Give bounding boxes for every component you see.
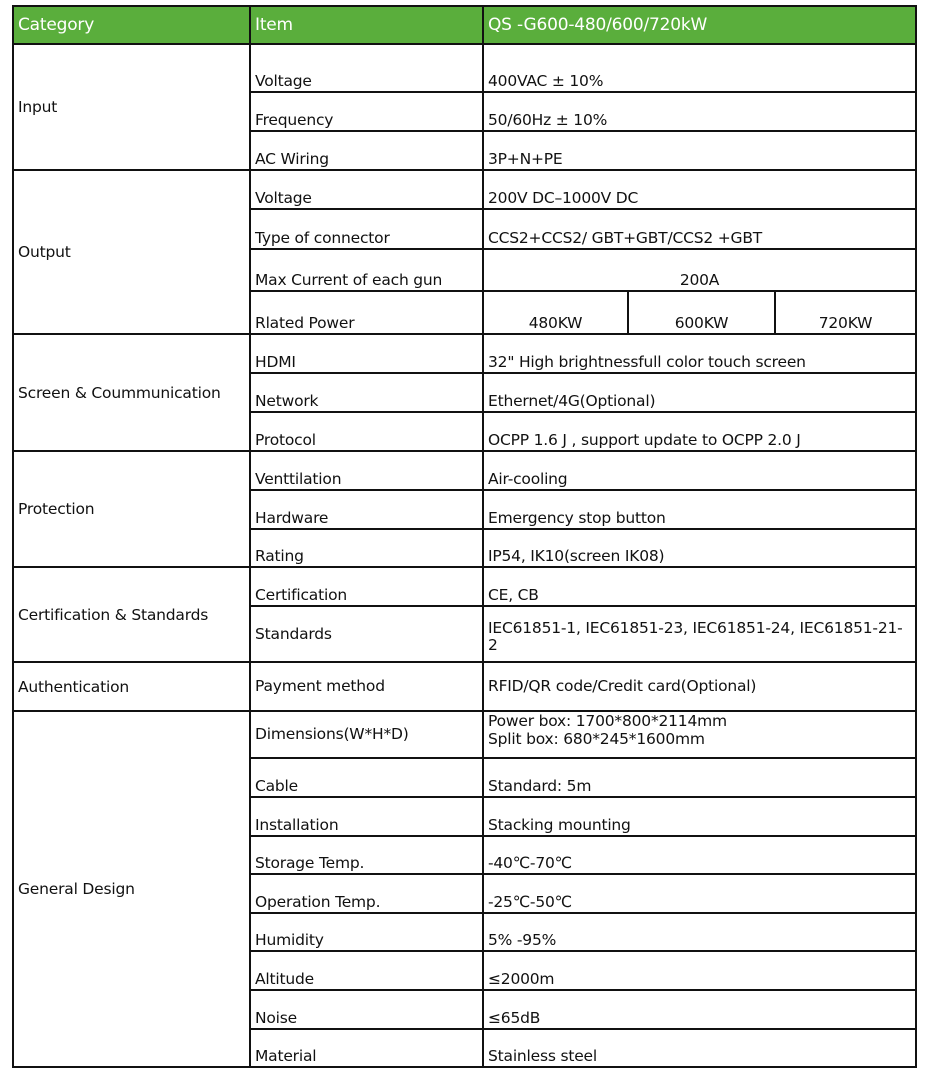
table-row bbox=[13, 334, 916, 373]
cell-text: CCS2+CCS2/ GBT+GBT/CCS2 +GBT bbox=[488, 229, 763, 247]
cell-text: Dimensions(W*H*D) bbox=[255, 725, 409, 743]
value-cell bbox=[483, 412, 916, 451]
value-cell bbox=[483, 131, 916, 170]
item-cell bbox=[250, 836, 483, 874]
cell-text: Emergency stop button bbox=[488, 509, 666, 527]
cell-text: Stacking mounting bbox=[488, 816, 631, 834]
cell-text: Type of connector bbox=[255, 229, 390, 247]
item-cell bbox=[250, 1029, 483, 1067]
rated-power-720 bbox=[775, 291, 916, 334]
item-cell bbox=[250, 606, 483, 662]
cell-text: Material bbox=[255, 1047, 317, 1065]
item-cell bbox=[250, 913, 483, 951]
cell-text: RFID/QR code/Credit card(Optional) bbox=[488, 677, 757, 695]
cell-text: Humidity bbox=[255, 931, 324, 949]
item-cell bbox=[250, 711, 483, 758]
cell-text: 600KW bbox=[674, 314, 729, 332]
value-cell bbox=[483, 44, 916, 92]
cell-text: Network bbox=[255, 392, 319, 410]
cell-text: ≤2000m bbox=[488, 970, 555, 988]
header-item: Item bbox=[250, 6, 483, 44]
value-cell bbox=[483, 92, 916, 131]
value-cell bbox=[483, 606, 916, 662]
value-cell bbox=[483, 334, 916, 373]
cell-text: Payment method bbox=[255, 677, 385, 695]
cell-text: Rating bbox=[255, 547, 304, 565]
dimensions-line-2: Split box: 680*245*1600mm bbox=[488, 730, 705, 748]
cell-text: 32" High brightnessfull color touch screen bbox=[488, 353, 806, 371]
cell-text: Installation bbox=[255, 816, 339, 834]
value-cell bbox=[483, 1029, 916, 1067]
category-authentication: Authentication bbox=[13, 662, 250, 711]
table-row bbox=[13, 662, 916, 711]
cell-text: Air-cooling bbox=[488, 470, 568, 488]
cell-text: Standards bbox=[255, 624, 332, 643]
item-cell bbox=[250, 44, 483, 92]
cell-text: Noise bbox=[255, 1009, 297, 1027]
item-cell bbox=[250, 529, 483, 567]
cell-text: Protocol bbox=[255, 431, 316, 449]
value-cell bbox=[483, 451, 916, 490]
value-cell bbox=[483, 797, 916, 836]
cell-text: AC Wiring bbox=[255, 150, 329, 168]
header-model: QS -G600-480/600/720kW bbox=[483, 6, 916, 44]
value-cell bbox=[483, 836, 916, 874]
item-cell bbox=[250, 451, 483, 490]
cell-text: HDMI bbox=[255, 353, 296, 371]
item-cell bbox=[250, 567, 483, 606]
item-cell bbox=[250, 92, 483, 131]
item-cell bbox=[250, 249, 483, 291]
cell-text: Altitude bbox=[255, 970, 314, 988]
rated-power-480 bbox=[483, 291, 628, 334]
category-certification: Certification & Standards bbox=[13, 567, 250, 662]
rated-power-600 bbox=[628, 291, 775, 334]
cell-text: 3P+N+PE bbox=[488, 150, 563, 168]
table-row bbox=[13, 170, 916, 209]
value-cell bbox=[483, 758, 916, 797]
item-cell bbox=[250, 373, 483, 412]
category-screen: Screen & Coummunication bbox=[13, 334, 250, 451]
header-category: Category bbox=[13, 6, 250, 44]
cell-text: 5% -95% bbox=[488, 931, 557, 949]
item-cell bbox=[250, 291, 483, 334]
table-row bbox=[13, 44, 916, 92]
item-cell bbox=[250, 412, 483, 451]
cell-text: Stainless steel bbox=[488, 1047, 597, 1065]
cell-text: -25℃-50℃ bbox=[488, 893, 572, 911]
item-cell bbox=[250, 758, 483, 797]
cell-text: Cable bbox=[255, 777, 299, 795]
item-cell bbox=[250, 209, 483, 249]
cell-text: IEC61851-1, IEC61851-23, IEC61851-24, IEC61851-21-2 bbox=[488, 618, 903, 654]
table-row bbox=[13, 567, 916, 606]
cell-text: Storage Temp. bbox=[255, 854, 365, 872]
value-cell bbox=[483, 209, 916, 249]
item-cell bbox=[250, 662, 483, 711]
dimensions-line-1: Power box: 1700*800*2114mm bbox=[488, 712, 727, 730]
spec-table bbox=[12, 5, 917, 1068]
cell-text: IP54, IK10(screen IK08) bbox=[488, 547, 665, 565]
header-row bbox=[13, 6, 916, 44]
cell-text: 480KW bbox=[528, 314, 583, 332]
cell-text: -40℃-70℃ bbox=[488, 854, 572, 872]
cell-text: Rlated Power bbox=[255, 314, 355, 332]
item-cell bbox=[250, 490, 483, 529]
cell-text: Frequency bbox=[255, 111, 334, 129]
item-cell bbox=[250, 170, 483, 209]
cell-text: Voltage bbox=[255, 72, 312, 90]
cell-text: CE, CB bbox=[488, 586, 539, 604]
item-cell bbox=[250, 990, 483, 1029]
value-cell bbox=[483, 249, 916, 291]
value-cell bbox=[483, 373, 916, 412]
value-cell bbox=[483, 913, 916, 951]
value-cell bbox=[483, 990, 916, 1029]
cell-text: Hardware bbox=[255, 509, 329, 527]
cell-text: 200A bbox=[679, 271, 720, 289]
value-cell bbox=[483, 529, 916, 567]
value-cell bbox=[483, 490, 916, 529]
category-protection: Protection bbox=[13, 451, 250, 567]
cell-text: ≤65dB bbox=[488, 1009, 541, 1027]
item-cell bbox=[250, 334, 483, 373]
cell-text: Venttilation bbox=[255, 470, 342, 488]
cell-text: OCPP 1.6 J , support update to OCPP 2.0 J bbox=[488, 431, 801, 449]
cell-text: 200V DC–1000V DC bbox=[488, 189, 639, 207]
cell-text: 400VAC ± 10% bbox=[488, 72, 604, 90]
value-cell bbox=[483, 170, 916, 209]
value-cell bbox=[483, 951, 916, 990]
cell-text: Standard: 5m bbox=[488, 777, 592, 795]
table-row bbox=[13, 711, 916, 758]
value-cell bbox=[483, 662, 916, 711]
table-row bbox=[13, 451, 916, 490]
cell-text: Certification bbox=[255, 586, 347, 604]
item-cell bbox=[250, 797, 483, 836]
cell-text: Ethernet/4G(Optional) bbox=[488, 392, 656, 410]
cell-text: Voltage bbox=[255, 189, 312, 207]
item-cell bbox=[250, 131, 483, 170]
value-cell bbox=[483, 874, 916, 913]
item-cell bbox=[250, 874, 483, 913]
cell-text: Operation Temp. bbox=[255, 893, 381, 911]
cell-text: 720KW bbox=[818, 314, 873, 332]
value-cell bbox=[483, 567, 916, 606]
item-cell bbox=[250, 951, 483, 990]
category-input: Input bbox=[13, 44, 250, 170]
cell-text: 50/60Hz ± 10% bbox=[488, 111, 608, 129]
category-output: Output bbox=[13, 170, 250, 334]
cell-text: Max Current of each gun bbox=[255, 271, 443, 289]
category-general: General Design bbox=[13, 711, 250, 1067]
value-cell bbox=[483, 711, 916, 758]
